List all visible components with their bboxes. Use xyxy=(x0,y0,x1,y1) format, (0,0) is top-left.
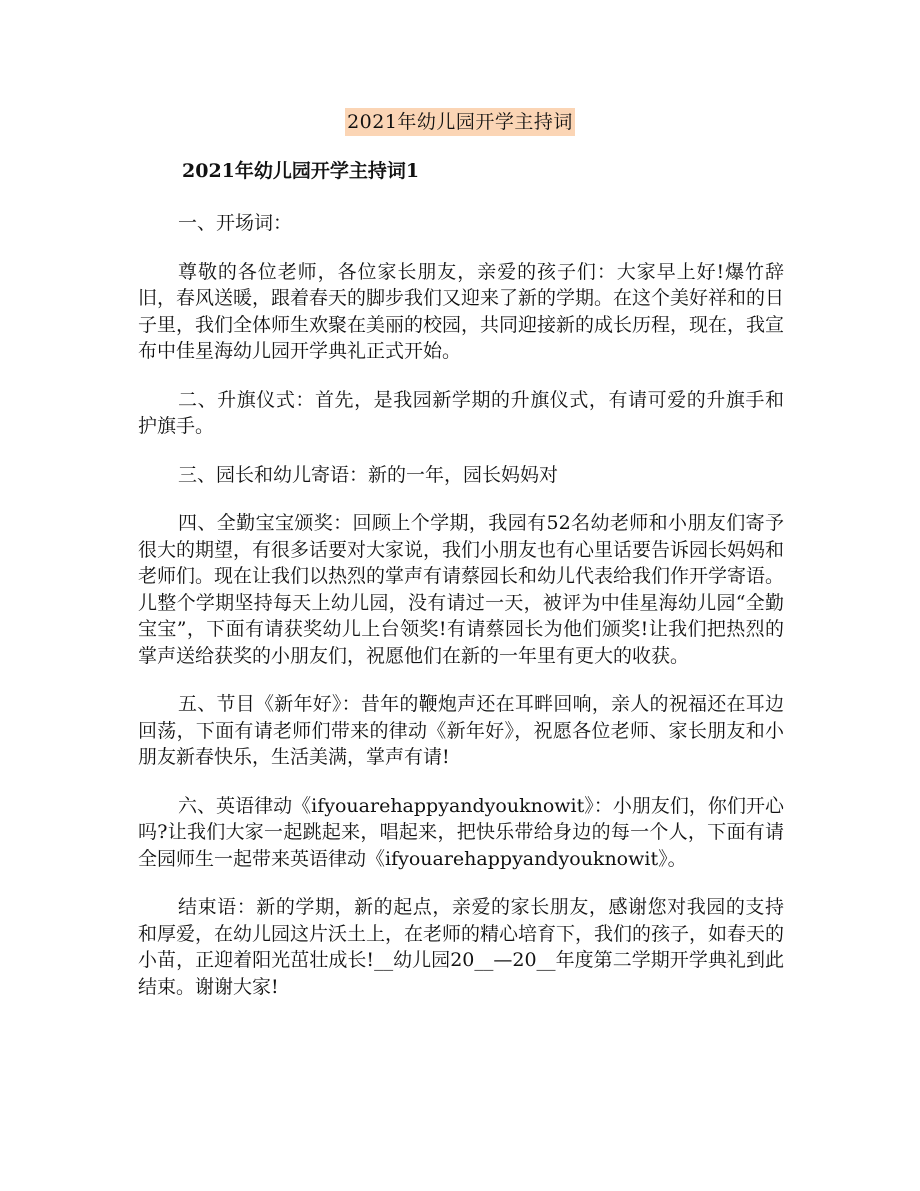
paragraph-opening-heading: 一、开场词： xyxy=(178,212,293,234)
paragraph-principal-message: 三、园长和幼儿寄语：新的一年，园长妈妈对 xyxy=(178,463,559,486)
section-heading: 2021年幼儿园开学主持词1 xyxy=(182,160,420,182)
title-block xyxy=(0,108,920,136)
document-title: 2021年幼儿园开学主持词 xyxy=(345,108,575,136)
paragraph-english-rhythm: 六、英语律动《ifyouarehappyandyouknowit》：小朋友们，你们开心吗?让我们大家一起跳起来，唱起来，把快乐带给身边的每一个人，下面有请全园师生一起带来英语律动《ifyouarehappyandyouknowit》。 xyxy=(138,794,784,870)
document-body xyxy=(138,156,784,1022)
paragraph-opening-speech: 尊敬的各位老师，各位家长朋友，亲爱的孩子们：大家早上好!爆竹辞旧，春风送暖，跟着春天的脚步我们又迎来了新的学期。在这个美好祥和的日子里，我们全体师生欢聚在美丽的校园，共同迎接新的成长历程，现在，我宣布中佳星海幼儿园开学典礼正式开始。 xyxy=(138,260,785,362)
paragraph-closing: 结束语：新的学期，新的起点，亲爱的家长朋友，感谢您对我园的支持和厚爱，在幼儿园这片沃土上，在老师的精心培育下，我们的孩子，如春天的小苗，正迎着阳光茁壮成长!__幼儿园20__—20__年度第二学期开学典礼到此结束。谢谢大家! xyxy=(138,896,785,998)
paragraph-flag-ceremony: 二、升旗仪式：首先，是我园新学期的升旗仪式，有请可爱的升旗手和护旗手。 xyxy=(138,388,784,437)
paragraph-new-year-program: 五、节目《新年好》：昔年的鞭炮声还在耳畔回响，亲人的祝福还在耳边回荡，下面有请老师们带来的律动《新年好》，祝愿各位老师、家长朋友和小朋友新春快乐，生活美满，掌声有请! xyxy=(138,693,784,768)
paragraph-attendance-award: 四、全勤宝宝颁奖：回顾上个学期，我园有52名幼老师和小朋友们寄予很大的期望，有很多话要对大家说，我们小朋友也有心里话要告诉园长妈妈和老师们。现在让我们以热烈的掌声有请蔡园长和幼儿代表给我们作开学寄语。儿整个学期坚持每天上幼儿园，没有请过一天，被评为中佳星海幼儿园“全勤宝宝”，下面有请获奖幼儿上台领奖!有请蔡园长为他们颁奖!让我们把热烈的掌声送给获奖的小朋友们，祝愿他们在新的一年里有更大的收获。 xyxy=(138,512,785,667)
